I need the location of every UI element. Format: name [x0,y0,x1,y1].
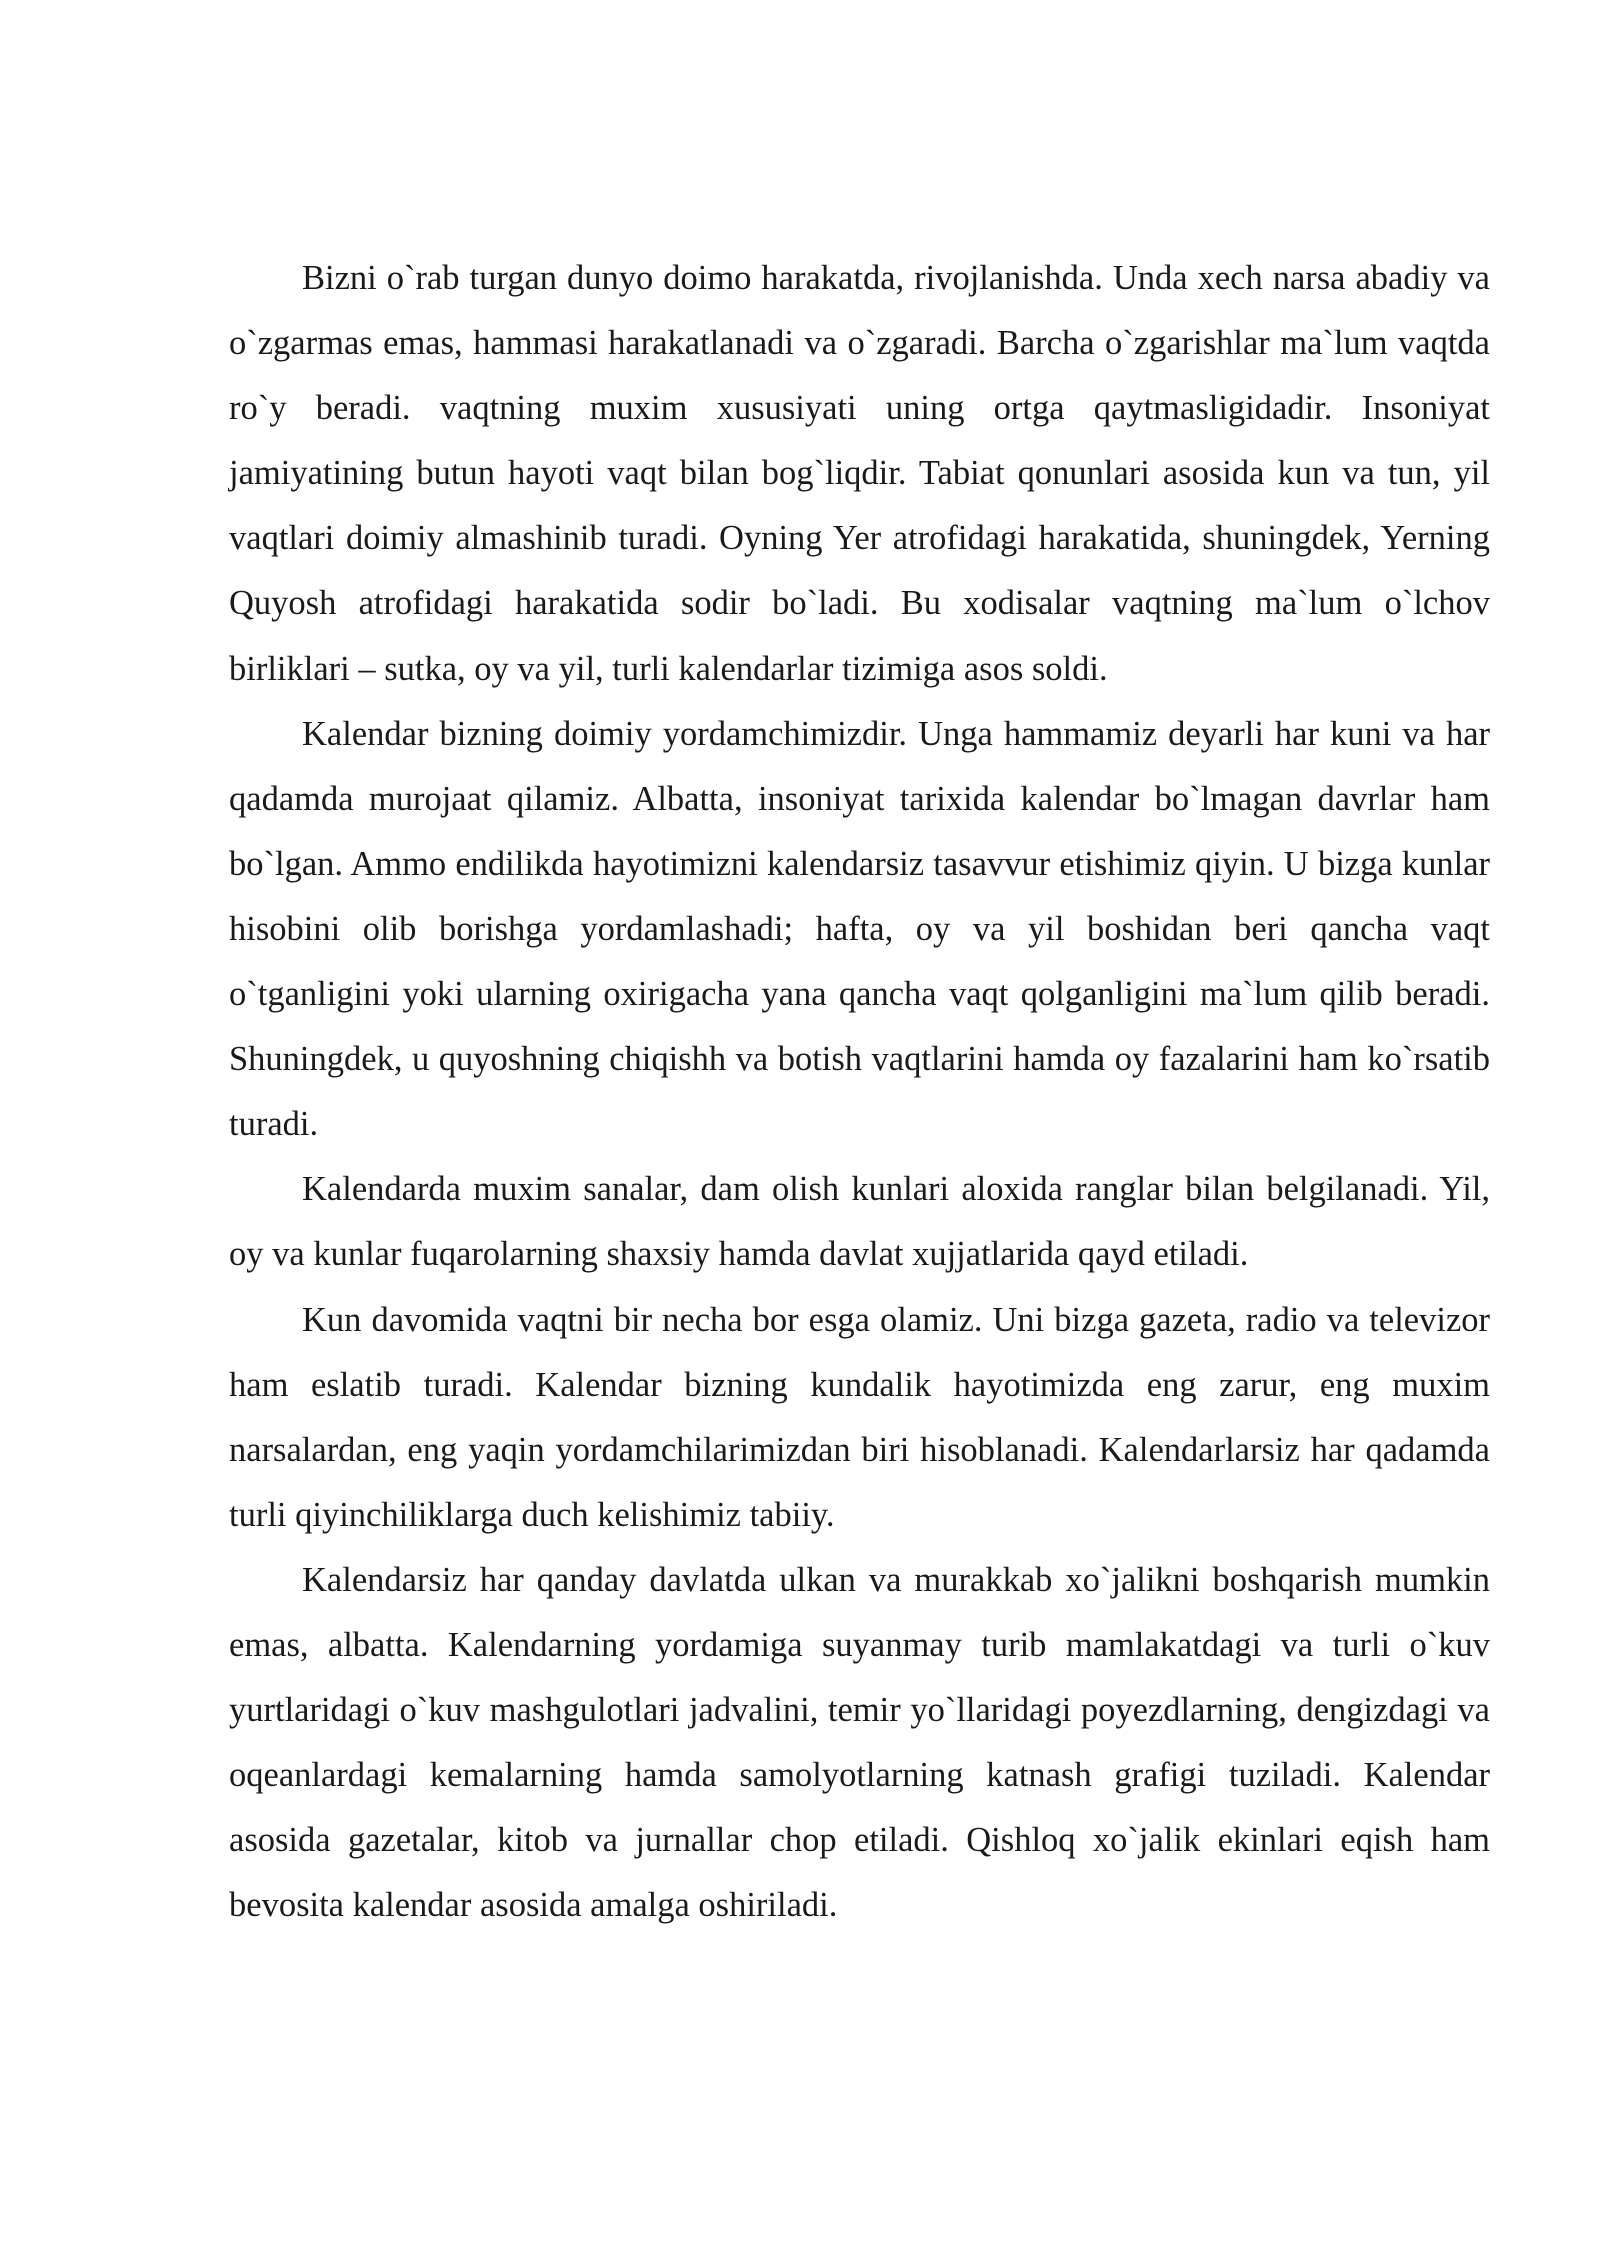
paragraph-4: Kun davomida vaqtni bir necha bor esga olamiz. Uni bizga gazeta, radio va televizor ham eslatib turadi. Kalendar bizning kundalik hayotimizda eng zarur, eng muxim narsalardan, eng yaqin yordamchilarimizdan biri hisoblanadi. Kalendarlarsiz har qadamda turli qiyinchiliklarga duch kelishimiz tabiiy. [229,1300,1490,1534]
paragraph-5: Kalendarsiz har qanday davlatda ulkan va murakkab xo`jalikni boshqarish mumkin emas, albatta. Kalendarning yordamiga suyanmay turib mamlakatdagi va turli o`kuv yurtlaridagi o`kuv mashgulotlari jadvalini, temir yo`llaridagi poyezdlarning, dengizdagi va oqeanlardagi kemalarning hamda samolyotlarning katnash grafigi tuziladi. Kalendar asosida gazetalar, kitob va jurnallar chop etiladi. Qishloq xo`jalik ekinlari eqish ham bevosita kalendar asosida amalga oshiriladi. [229,1560,1490,1925]
paragraph-3: Kalendarda muxim sanalar, dam olish kunlari aloxida ranglar bilan belgilanadi. Yil, oy va kunlar fuqarolarning shaxsiy hamda davlat xujjatlarida qayd etiladi. [229,1170,1490,1274]
paragraph-2: Kalendar bizning doimiy yordamchimizdir. Unga hammamiz deyarli har kuni va har qadamda murojaat qilamiz. Albatta, insoniyat tarixida kalendar bo`lmagan davrlar ham bo`lgan. Ammo endilikda hayotimizni kalendarsiz tasavvur etishimiz qiyin. U bizga kunlar hisobini olib borishga yordamlashadi; hafta, oy va yil boshidan beri qancha vaqt o`tganligini yoki ularning oxirigacha yana qancha vaqt qolganligini ma`lum qilib beradi. Shuningdek, u quyoshning chiqishh va botish vaqtlarini hamda oy fazalarini ham ko`rsatib turadi. [229,714,1490,1144]
document-body [229,246,1490,1938]
paragraph-1: Bizni o`rab turgan dunyo doimo harakatda, rivojlanishda. Unda xech narsa abadiy va o`zgarmas emas, hammasi harakatlanadi va o`zgaradi. Barcha o`zgarishlar ma`lum vaqtda ro`y beradi. vaqtning muxim xususiyati uning ortga qaytmasligidadir. Insoniyat jamiyatining butun hayoti vaqt bilan bog`liqdir. Tabiat qonunlari asosida kun va tun, yil vaqtlari doimiy almashinib turadi. Oyning Yer atrofidagi harakatida, shuningdek, Yerning Quyosh atrofidagi harakatida sodir bo`ladi. Bu xodisalar vaqtning ma`lum o`lchov birliklari – sutka, oy va yil, turli kalendarlar tizimiga asos soldi. [229,259,1490,688]
